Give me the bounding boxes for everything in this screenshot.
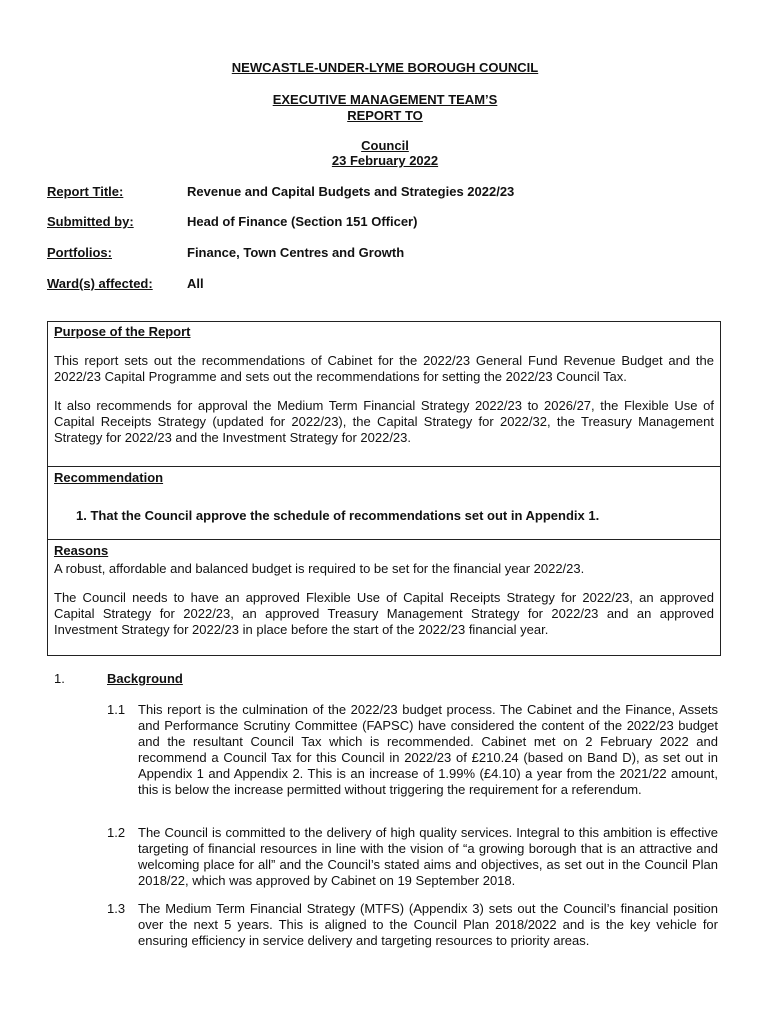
meeting-date: 23 February 2022 <box>331 153 439 168</box>
background-item-1-3 <box>107 901 718 949</box>
item-number: 1.2 <box>107 825 126 840</box>
meta-value: All <box>187 276 204 291</box>
item-number: 1.1 <box>107 702 126 717</box>
background-item-1-2 <box>107 825 718 889</box>
purpose-section <box>48 322 720 467</box>
purpose-paragraph-2: It also recommends for approval the Medium Term Financial Strategy 2022/23 to 2026/27, the Flexible Use of Capital Receipts Strategy (updated for 2022/23), the Capital Strategy for 2022/32, the Treasury Management Strategy for 2022/23 and the Investment Strategy for 2022/23. <box>54 398 714 445</box>
item-number: 1.3 <box>107 901 126 916</box>
meta-value: Finance, Town Centres and Growth <box>187 245 405 260</box>
background-number: 1. <box>54 671 65 686</box>
reasons-heading: Reasons <box>54 543 109 558</box>
item-text: This report is the culmination of the 2022/23 budget process. The Cabinet and the Finance, Assets and Performance Scrutiny Committee (FAPSC) have considered the content of the 2022/23 budget and the resultant Council Tax which is recommended. Cabinet met on 2 February 2022 and recommend a Council Tax for this Council in 2022/23 of £210.24 (based on Band D), as set out in Appendix 1 and Appendix 2. This is an increase of 1.99% (£4.10) a year from the 2021/22 amount, this is below the increase permitted without triggering the requirement for a referendum. <box>138 702 718 797</box>
background-item-1-1 <box>107 702 718 798</box>
report-line-2: REPORT TO <box>347 108 423 123</box>
council-name: NEWCASTLE-UNDER-LYME BOROUGH COUNCIL <box>231 60 539 75</box>
meta-label: Report Title: <box>47 184 124 199</box>
background-heading: Background <box>107 671 183 686</box>
reasons-section <box>48 540 720 655</box>
recommendation-heading: Recommendation <box>54 470 164 485</box>
meta-label: Ward(s) affected: <box>47 276 153 291</box>
item-text: The Council is committed to the delivery of high quality services. Integral to this ambition is effective targeting of financial resources in line with the vision of “a growing borough that is an attractive and welcoming place for all” and the Council’s stated aims and objectives, as set out in the Council Plan 2018/22, which was approved by Cabinet on 19 September 2018. <box>138 825 718 888</box>
reasons-paragraph-2: The Council needs to have an approved Flexible Use of Capital Receipts Strategy for 2022/23, an approved Capital Strategy for 2022/23, an approved Treasury Management Strategy for 2022/23 and an approved Investment Strategy for 2022/23 in place before the start of the 2022/23 financial year. <box>54 590 714 637</box>
meta-label: Submitted by: <box>47 214 134 229</box>
purpose-paragraph-1: This report sets out the recommendations of Cabinet for the 2022/23 General Fund Revenue Budget and the 2022/23 Capital Programme and sets out the recommendations for setting the 2022/23 Council Tax. <box>54 353 714 384</box>
meeting-name: Council <box>361 138 409 153</box>
item-text: The Medium Term Financial Strategy (MTFS) (Appendix 3) sets out the Council’s financial position over the next 5 years. This is aligned to the Council Plan 2018/2022 and is the key vehicle for ensuring efficiency in service delivery and targeting resources to priority areas. <box>138 901 718 948</box>
meta-label: Portfolios: <box>47 245 112 260</box>
meta-value: Head of Finance (Section 151 Officer) <box>187 214 418 229</box>
report-line-1: EXECUTIVE MANAGEMENT TEAM’S <box>272 92 498 107</box>
recommendation-section <box>48 467 720 540</box>
summary-box <box>47 321 721 656</box>
reasons-paragraph-1: A robust, affordable and balanced budget is required to be set for the financial year 2022/23. <box>54 561 585 576</box>
meta-value: Revenue and Capital Budgets and Strategies 2022/23 <box>187 184 515 199</box>
purpose-heading: Purpose of the Report <box>54 324 191 339</box>
recommendation-item: 1. That the Council approve the schedule of recommendations set out in Appendix 1. <box>76 508 600 523</box>
